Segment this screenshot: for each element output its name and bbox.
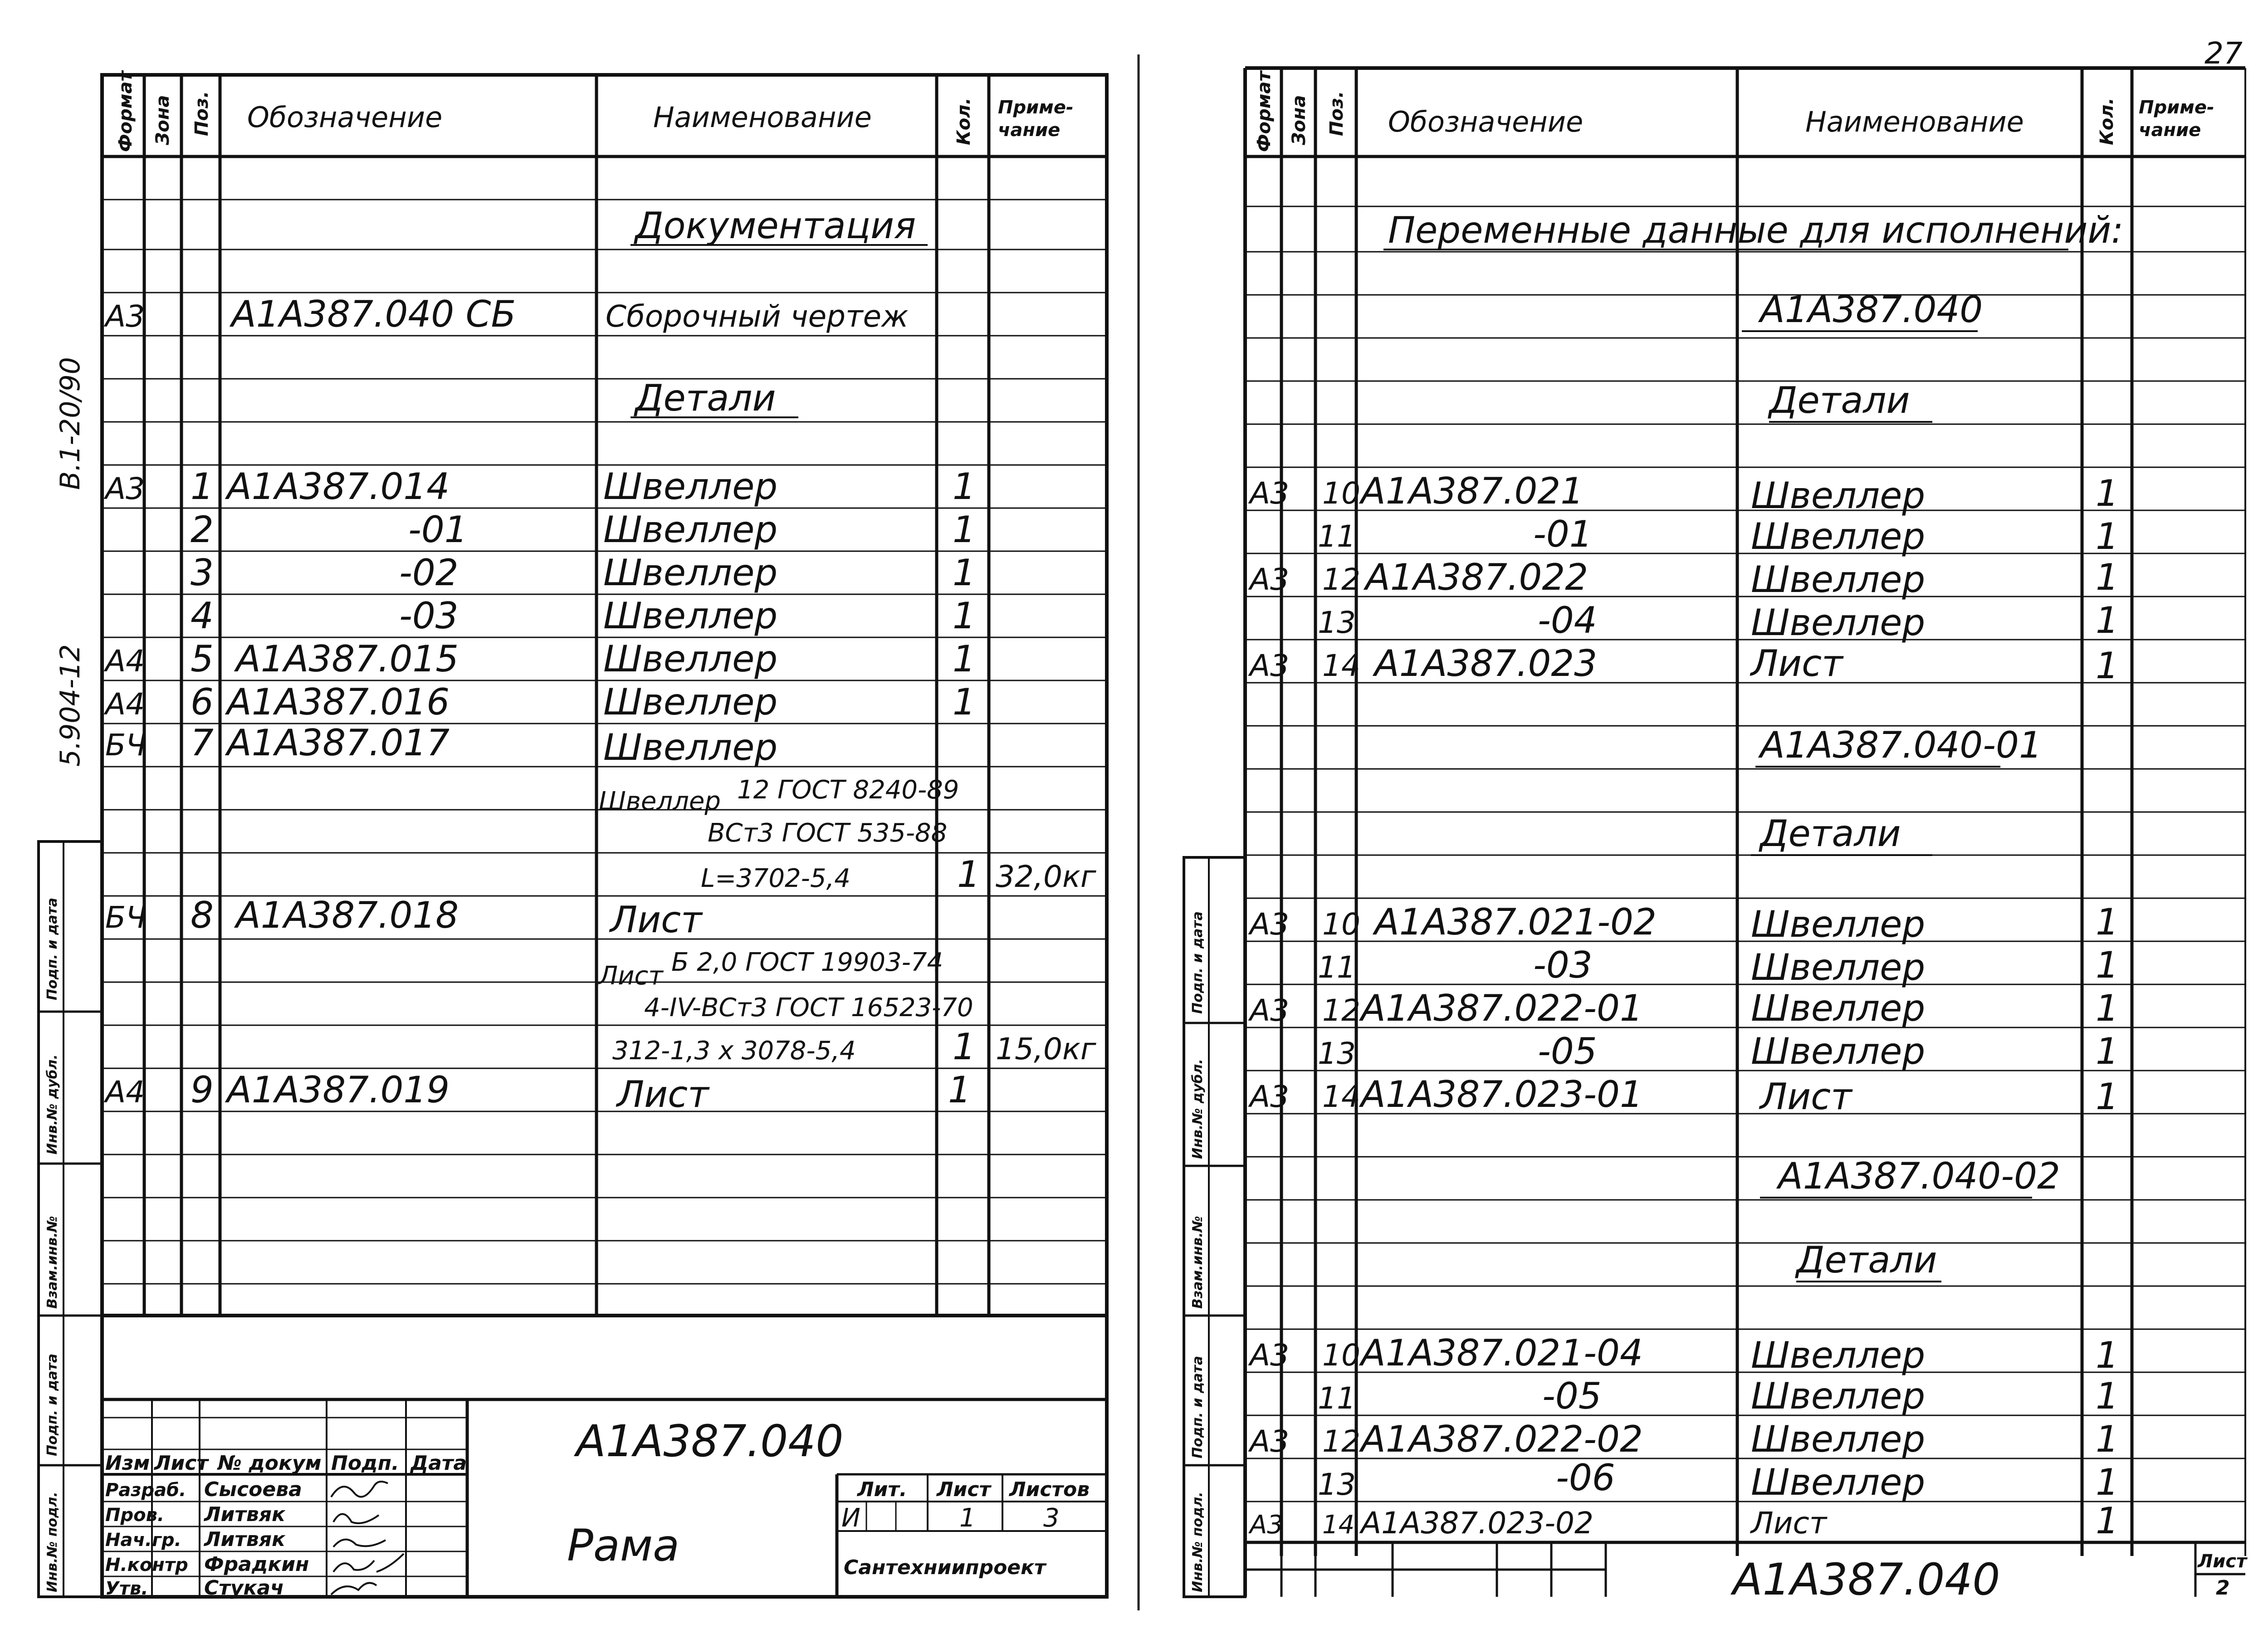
stamp-replaced-inventory: Взам.инв.№: [1190, 1216, 1206, 1309]
material-prefix: Швеллер: [599, 787, 721, 816]
part-name: Швеллер: [603, 595, 778, 637]
part-designation: А1А387.016: [227, 681, 450, 723]
part-quantity: 1: [953, 595, 976, 637]
part-name: Швеллер: [1751, 602, 1926, 644]
part-name: Швеллер: [603, 726, 778, 768]
part-format: А3: [1250, 1338, 1290, 1373]
header-zone: Зона: [152, 95, 173, 145]
header-quantity: Кол.: [953, 98, 974, 145]
header-designation: Обозначение: [1388, 105, 1584, 138]
part-position: 10: [1322, 476, 1360, 511]
part-name: Швеллер: [1751, 515, 1926, 558]
material-line2: ВСт3 ГОСТ 535-88: [708, 818, 948, 848]
header-note-line2: чание: [998, 120, 1061, 141]
part-format: А4: [105, 1075, 145, 1110]
title-block-col-document: № докум: [218, 1452, 322, 1475]
title-block-role: Разраб.: [105, 1480, 186, 1501]
part-designation: -01: [408, 509, 468, 551]
part-format: А3: [1250, 562, 1290, 597]
right-footer-sheet-value: 2: [2216, 1576, 2230, 1600]
left-part-row: [103, 1069, 971, 1115]
stamp-duplicate-inventory: Инв.№ дубл.: [1190, 1059, 1206, 1159]
part-position: 3: [191, 552, 214, 594]
title-block-role: Н.контр: [105, 1555, 188, 1575]
title-block-col-date: Дата: [411, 1452, 467, 1475]
material-line2: 4-IV-ВСт3 ГОСТ 16523-70: [644, 993, 973, 1022]
part-quantity: 1: [2096, 944, 2119, 986]
part-designation: А1А387.023-01: [1361, 1073, 1643, 1115]
header-zone: Зона: [1289, 95, 1310, 145]
part-designation: А1А387.015: [236, 638, 459, 680]
part-name: Лист: [1751, 642, 1843, 685]
part-designation: -06: [1556, 1457, 1615, 1499]
stamp-signature-date: Подп. и дата: [1190, 911, 1206, 1014]
part-format: А4: [105, 644, 145, 679]
variant-parts-title: Детали: [1796, 1239, 1937, 1281]
header-name: Наименование: [653, 101, 872, 134]
variant-part-row: [1318, 1375, 2119, 1417]
part-position: 5: [191, 638, 214, 680]
variant-part-row: [1248, 1500, 2119, 1542]
part-name: Швеллер: [1751, 946, 1926, 988]
part-format: А3: [1250, 1424, 1290, 1459]
left-sheet-text: [44, 70, 1096, 1600]
part-position: 1: [191, 465, 214, 508]
part-quantity: 1: [2096, 1418, 2119, 1460]
title-block-sheets-value: 3: [1043, 1503, 1060, 1533]
part-name: Швеллер: [1751, 903, 1926, 945]
part-name: Швеллер: [603, 681, 778, 723]
right-row-lines: [1245, 206, 2245, 1502]
stamp-signature-date: Подп. и дата: [1190, 1355, 1206, 1458]
left-part-row: [103, 465, 976, 508]
title-block-person: Стукач: [204, 1576, 284, 1600]
part-quantity: 1: [953, 552, 976, 594]
variant-part-row: [1318, 1457, 2119, 1503]
left-parts-title: Детали: [635, 377, 776, 419]
left-part-row: [191, 595, 976, 637]
documentation-title: Документация: [635, 205, 916, 247]
left-header-row: [115, 70, 1074, 152]
variant-code: А1А387.040-01: [1760, 724, 2042, 766]
handwritten-signatures: [331, 1482, 404, 1595]
part-position: 11: [1318, 1381, 1356, 1416]
material-mass-note: 15,0кг: [996, 1032, 1096, 1067]
header-name: Наименование: [1805, 105, 2024, 138]
part-format: А3: [1250, 648, 1290, 683]
stamp-original-inventory: Инв.№ подл.: [1190, 1492, 1206, 1592]
part-designation: А1А387.021-02: [1374, 901, 1657, 943]
part-designation: А1А387.014: [227, 465, 450, 508]
part-designation: -04: [1538, 599, 1597, 641]
part-name: Лист: [610, 899, 702, 941]
title-block-role: Нач.гр.: [105, 1530, 181, 1551]
left-part-row: [191, 509, 976, 551]
part-position: 6: [191, 681, 214, 723]
assembly-name: Сборочный чертеж: [606, 299, 909, 334]
part-position: 12: [1322, 993, 1360, 1028]
title-block-role: Пров.: [105, 1505, 165, 1526]
material-quantity: 1: [953, 1026, 976, 1068]
variant-part-row: [1318, 944, 2119, 988]
right-side-stamps: [1190, 911, 1206, 1592]
part-quantity: 1: [2096, 1030, 2119, 1072]
title-block-sheet-label: Лист: [937, 1478, 991, 1501]
part-name: Швеллер: [603, 465, 778, 508]
part-name: Лист: [1751, 1506, 1827, 1541]
stamp-duplicate-inventory: Инв.№ дубл.: [44, 1054, 60, 1155]
variant-part-row: [1248, 1073, 2119, 1118]
material-line3: L=3702-5,4: [701, 864, 850, 893]
part-name: Швеллер: [1751, 1030, 1926, 1072]
title-block-lit-value: И: [841, 1503, 860, 1533]
variables-title: Переменные данные для исполнений:: [1388, 209, 2124, 251]
title-block-person: Фрадкин: [204, 1553, 309, 1576]
part-designation: -02: [399, 552, 459, 594]
part-name: Швеллер: [1751, 1418, 1926, 1460]
material-line1: 12 ГОСТ 8240-89: [737, 775, 959, 805]
title-block-col-signature: Подп.: [331, 1452, 399, 1475]
stamp-original-inventory: Инв.№ подл.: [44, 1492, 60, 1592]
part-position: 14: [1322, 1510, 1355, 1540]
part-name: Швеллер: [1751, 1461, 1926, 1503]
title-block-organization: Сантехниипроект: [844, 1556, 1046, 1579]
part-format: А3: [1250, 993, 1290, 1028]
title-block-person: Литвяк: [204, 1503, 285, 1526]
part-position: 14: [1322, 648, 1360, 683]
variant-part-row: [1318, 599, 2119, 644]
header-note-line1: Приме-: [998, 97, 1074, 118]
page-number: 27: [2204, 36, 2243, 71]
title-block-sheets-label: Листов: [1009, 1478, 1090, 1501]
left-part-row: [103, 638, 976, 680]
stamp-signature-date: Подп. и дата: [44, 1353, 60, 1456]
variant-parts-title: Детали: [1760, 812, 1901, 855]
header-position: Поз.: [1326, 91, 1347, 136]
part-quantity: 1: [953, 509, 976, 551]
part-quantity: 1: [2096, 1076, 2119, 1118]
part-quantity: 1: [2096, 1375, 2119, 1417]
part-name: Швеллер: [603, 638, 778, 680]
material-mass-note: 32,0кг: [996, 859, 1096, 894]
variant-code: А1А387.040: [1760, 289, 1983, 331]
part-quantity: 1: [2096, 472, 2119, 514]
part-position: 10: [1322, 1338, 1360, 1373]
variant-part-row: [1248, 556, 2119, 601]
project-code: 5.904-12: [54, 644, 86, 767]
header-position: Поз.: [191, 91, 212, 136]
variant-part-row: [1318, 1030, 2119, 1072]
title-block-person: Сысоева: [204, 1478, 302, 1501]
title-block-person: Литвяк: [204, 1528, 285, 1551]
variant-code: А1А387.040-02: [1778, 1155, 2060, 1197]
title-block-product-name: Рама: [567, 1520, 679, 1571]
part-quantity: 1: [948, 1069, 971, 1111]
part-quantity: 1: [2096, 515, 2119, 558]
part-quantity: 1: [2096, 645, 2119, 687]
part-position: 4: [191, 595, 214, 637]
material-line1: Б 2,0 ГОСТ 19903-74: [671, 948, 943, 977]
material-spec-8: [598, 948, 1096, 1068]
right-sheet-text: [1190, 70, 2248, 1605]
assembly-format: А3: [105, 299, 145, 334]
stamp-signature-date: Подп. и дата: [44, 897, 60, 1000]
part-quantity: 1: [953, 681, 976, 723]
part-designation: -03: [1533, 944, 1593, 986]
part-position: 14: [1322, 1079, 1360, 1114]
part-designation: -01: [1533, 513, 1593, 555]
part-format: А3: [105, 471, 145, 506]
variant-part-row: [1248, 1418, 2119, 1460]
part-format: А3: [1250, 1079, 1290, 1114]
material-prefix: Лист: [599, 961, 663, 991]
title-block: [105, 1416, 1090, 1600]
part-name: Швеллер: [1751, 1375, 1926, 1417]
part-designation: А1А387.017: [227, 722, 450, 764]
part-position: 9: [191, 1069, 214, 1111]
part-designation: А1А387.019: [227, 1069, 450, 1111]
left-part-row: [105, 722, 777, 768]
part-position: 8: [191, 894, 214, 936]
variant-part-row: [1248, 901, 2119, 945]
part-quantity: 1: [953, 638, 976, 680]
header-quantity: Кол.: [2097, 98, 2117, 145]
part-position: 10: [1322, 907, 1360, 942]
part-designation: А1А387.023-02: [1361, 1506, 1594, 1541]
left-side-stamps: [44, 898, 60, 1592]
part-name: Лист: [1760, 1076, 1852, 1118]
part-format: БЧ: [105, 900, 147, 935]
variant-part-row: [1318, 513, 2119, 558]
part-designation: А1А387.021: [1361, 470, 1584, 512]
series-code: В.1-20/90: [54, 357, 86, 490]
part-name: Швеллер: [1751, 475, 1926, 517]
part-format: А4: [105, 687, 145, 722]
part-quantity: 1: [953, 465, 976, 508]
title-block-lit-label: Лит.: [857, 1478, 907, 1501]
part-designation: А1А387.022-01: [1361, 987, 1643, 1029]
header-format: Формат: [1254, 71, 1275, 152]
material-quantity: 1: [957, 853, 980, 895]
part-quantity: 1: [2096, 1334, 2119, 1376]
assembly-designation: А1А387.040 СБ: [231, 293, 516, 335]
stamp-replaced-inventory: Взам.инв.№: [44, 1216, 60, 1309]
part-designation: А1А387.023: [1374, 642, 1598, 685]
part-quantity: 1: [2096, 901, 2119, 943]
part-quantity: 1: [2096, 556, 2119, 598]
part-name: Швеллер: [603, 552, 778, 594]
part-format: А3: [1250, 476, 1290, 511]
part-position: 2: [191, 509, 214, 551]
right-footer-sheet-label: Лист: [2198, 1551, 2247, 1572]
part-format: А3: [1250, 907, 1290, 942]
part-name: Швеллер: [603, 509, 778, 551]
title-block-col-sheet: Лист: [154, 1452, 208, 1475]
part-format: А3: [1250, 1510, 1283, 1540]
material-spec-7: [599, 775, 1096, 895]
variant-part-row: [1248, 1332, 2119, 1376]
right-header-row: [1254, 70, 2214, 152]
header-designation: Обозначение: [247, 101, 443, 134]
part-format: БЧ: [105, 728, 147, 763]
part-designation: -03: [399, 595, 459, 637]
right-footer-document-code: А1А387.040: [1733, 1554, 2000, 1605]
part-position: 7: [191, 722, 214, 764]
header-note-line1: Приме-: [2139, 97, 2214, 118]
part-position: 12: [1322, 1424, 1360, 1459]
part-position: 13: [1318, 605, 1356, 640]
header-note-line2: чание: [2139, 120, 2201, 141]
part-quantity: 1: [2096, 987, 2119, 1029]
part-designation: А1А387.021-04: [1361, 1332, 1643, 1374]
part-quantity: 1: [2096, 599, 2119, 641]
title-block-col-change: Изм: [105, 1452, 150, 1475]
part-designation: -05: [1538, 1030, 1597, 1072]
left-part-row: [191, 552, 976, 594]
part-name: Швеллер: [1751, 987, 1926, 1029]
title-block-sheet-value: 1: [959, 1503, 976, 1533]
part-designation: А1А387.022-02: [1361, 1418, 1643, 1460]
part-name: Швеллер: [1751, 1334, 1926, 1376]
part-name: Лист: [617, 1073, 709, 1115]
part-position: 12: [1322, 562, 1360, 597]
variant-parts-title: Детали: [1769, 379, 1910, 421]
part-designation: -05: [1542, 1375, 1602, 1417]
part-designation: А1А387.018: [236, 894, 459, 936]
title-block-role: Утв.: [105, 1578, 148, 1599]
variant-part-row: [1248, 987, 2119, 1029]
part-position: 13: [1318, 1467, 1356, 1502]
part-position: 11: [1318, 950, 1356, 985]
header-format: Формат: [115, 71, 136, 152]
part-quantity: 1: [2096, 1461, 2119, 1503]
variant-part-row: [1248, 642, 2119, 687]
left-part-row: [103, 681, 976, 723]
part-position: 11: [1318, 519, 1356, 554]
part-designation: А1А387.022: [1365, 556, 1589, 598]
part-name: Швеллер: [1751, 558, 1926, 601]
title-block-document-code: А1А387.040: [576, 1416, 844, 1467]
material-line3: 312-1,3 x 3078-5,4: [612, 1036, 856, 1066]
part-quantity: 1: [2096, 1500, 2119, 1542]
left-part-row: [105, 894, 703, 941]
part-position: 13: [1318, 1036, 1356, 1071]
assembly-drawing-row: [103, 293, 909, 335]
